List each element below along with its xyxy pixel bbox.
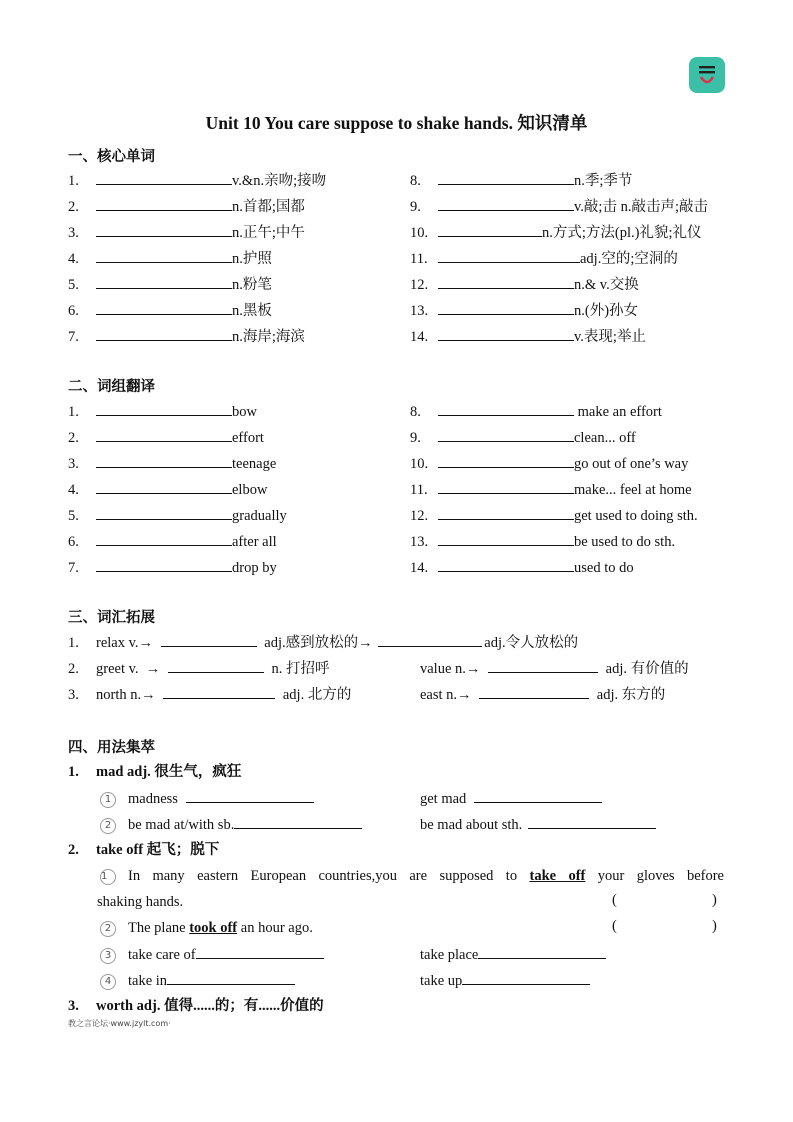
answer-paren-close: ) xyxy=(712,918,717,934)
item-hint: effort xyxy=(232,430,264,446)
answer-blank[interactable] xyxy=(438,326,574,341)
item-hint: go out of one’s way xyxy=(574,456,689,472)
answer-blank[interactable] xyxy=(438,196,574,211)
item-hint: v.&n.亲吻;接吻 xyxy=(232,173,327,189)
list-item xyxy=(68,479,267,499)
answer-blank[interactable] xyxy=(378,632,482,647)
item-hint: v.敲;击 n.敲击声;敲击 xyxy=(574,199,708,215)
answer-blank[interactable] xyxy=(96,248,232,263)
item-hint: n.季;季节 xyxy=(574,173,633,189)
list-item xyxy=(410,531,675,551)
answer-blank[interactable] xyxy=(96,326,232,341)
item-hint: be used to do sth. xyxy=(574,534,676,550)
item-number: 5. xyxy=(68,277,79,293)
answer-blank[interactable] xyxy=(478,944,606,959)
list-item xyxy=(410,505,698,525)
usage-item: take place xyxy=(420,944,606,964)
answer-blank[interactable] xyxy=(96,401,232,416)
section-heading-phrases: 二、词组翻译 xyxy=(68,379,155,395)
usage-item: 3 take care of xyxy=(100,944,324,964)
page-title: Unit 10 You care suppose to shake hands. 知识清单 xyxy=(205,113,588,133)
item-number: 11. xyxy=(410,482,428,498)
item-number: 13. xyxy=(410,534,429,550)
item-number: 1. xyxy=(68,173,79,189)
usage-item: 2 be mad at/with sb. xyxy=(100,814,362,834)
list-item xyxy=(410,274,639,294)
answer-blank[interactable] xyxy=(161,632,257,647)
item-hint: n.粉笔 xyxy=(232,277,272,293)
item-number: 8. xyxy=(410,404,421,420)
item-hint: gradually xyxy=(232,508,287,524)
item-number: 5. xyxy=(68,508,79,524)
logo-icon xyxy=(689,57,725,93)
list-item xyxy=(68,531,277,551)
usage-head-3: 3. worth adj. 值得......的；有......价值的 xyxy=(68,998,324,1014)
item-number: 6. xyxy=(68,534,79,550)
list-item xyxy=(68,170,326,190)
answer-blank[interactable] xyxy=(96,557,232,572)
list-item xyxy=(410,453,688,473)
answer-blank[interactable] xyxy=(438,427,574,442)
list-item xyxy=(410,300,638,320)
item-hint: used to do xyxy=(574,560,634,576)
list-item xyxy=(68,326,305,346)
answer-blank[interactable] xyxy=(438,479,574,494)
answer-blank[interactable] xyxy=(96,170,232,185)
usage-item: take up xyxy=(420,970,590,990)
item-number: 11. xyxy=(410,251,428,267)
item-hint: teenage xyxy=(232,456,277,472)
answer-blank[interactable] xyxy=(462,970,590,985)
list-item xyxy=(410,248,678,268)
item-hint: make an effort xyxy=(574,404,662,420)
item-hint: n.(外)孙女 xyxy=(574,303,639,319)
item-hint: n.首都;国都 xyxy=(232,199,305,215)
answer-blank[interactable] xyxy=(234,814,362,829)
list-item xyxy=(410,326,646,346)
footer-source: 教之言论坛·www.jzylt.com· xyxy=(68,1019,171,1028)
item-hint: n.& v.交换 xyxy=(574,277,639,293)
answer-blank[interactable] xyxy=(438,401,574,416)
answer-blank[interactable] xyxy=(168,658,264,673)
answer-blank[interactable] xyxy=(438,248,580,263)
item-number: 13. xyxy=(410,303,429,319)
item-number: 12. xyxy=(410,277,429,293)
item-number: 7. xyxy=(68,560,79,576)
expand-row-3: 3. north n.→ adj. 北方的 xyxy=(68,684,351,704)
item-number: 4. xyxy=(68,251,79,267)
section-heading-expansion: 三、词汇拓展 xyxy=(68,610,155,626)
list-item xyxy=(410,222,702,242)
list-item xyxy=(68,274,272,294)
answer-blank[interactable] xyxy=(479,684,589,699)
item-number: 4. xyxy=(68,482,79,498)
item-number: 1. xyxy=(68,404,79,420)
answer-blank[interactable] xyxy=(438,557,574,572)
answer-blank[interactable] xyxy=(438,300,574,315)
answer-blank[interactable] xyxy=(96,505,232,520)
item-hint: clean... off xyxy=(574,430,636,446)
answer-blank[interactable] xyxy=(438,505,574,520)
answer-blank[interactable] xyxy=(96,531,232,546)
usage-item: 1 madness xyxy=(100,788,314,808)
answer-blank[interactable] xyxy=(186,788,314,803)
list-item xyxy=(68,401,257,421)
answer-blank[interactable] xyxy=(438,274,574,289)
answer-blank[interactable] xyxy=(96,222,232,237)
item-number: 2. xyxy=(68,199,79,215)
answer-blank[interactable] xyxy=(167,970,295,985)
list-item xyxy=(410,479,692,499)
usage-item: get mad xyxy=(420,788,602,808)
item-number: 3. xyxy=(68,225,79,241)
item-hint: n.正午;中午 xyxy=(232,225,305,241)
expand-row-3-right: east n.→ adj. 东方的 xyxy=(420,684,665,704)
list-item xyxy=(68,300,272,320)
answer-paren-close: ) xyxy=(712,892,717,908)
usage-sentence-1-cont: shaking hands. xyxy=(97,894,184,910)
list-item xyxy=(68,505,287,525)
answer-blank[interactable] xyxy=(163,684,275,699)
answer-blank[interactable] xyxy=(438,453,574,468)
usage-head-2: 2. take off 起飞；脱下 xyxy=(68,842,220,858)
item-number: 9. xyxy=(410,430,421,446)
item-hint: drop by xyxy=(232,560,277,576)
list-item xyxy=(68,222,305,242)
answer-blank[interactable] xyxy=(96,274,232,289)
list-item xyxy=(68,248,272,268)
usage-item: 4 take in xyxy=(100,970,295,990)
list-item xyxy=(410,170,632,190)
item-hint: bow xyxy=(232,404,257,420)
answer-paren-open: ( xyxy=(612,918,617,934)
answer-blank[interactable] xyxy=(528,814,656,829)
answer-paren-open: ( xyxy=(612,892,617,908)
section-heading-core-words: 一、核心单词 xyxy=(68,149,155,165)
item-hint: v.表现;举止 xyxy=(574,329,646,345)
answer-blank[interactable] xyxy=(488,658,598,673)
list-item xyxy=(68,557,277,577)
answer-blank[interactable] xyxy=(96,427,232,442)
item-hint: make... feel at home xyxy=(574,482,692,498)
answer-blank[interactable] xyxy=(438,170,574,185)
item-number: 3. xyxy=(68,456,79,472)
section-heading-usage: 四、用法集萃 xyxy=(68,740,155,756)
list-item xyxy=(68,196,305,216)
answer-blank[interactable] xyxy=(96,300,232,315)
item-hint: n.方式;方法(pl.)礼貌;礼仪 xyxy=(542,225,702,241)
usage-sentence-1: 1 In many eastern European countries,you are supposed to take off your gloves before xyxy=(101,868,724,884)
list-item xyxy=(410,557,634,577)
list-item xyxy=(410,427,636,447)
answer-blank[interactable] xyxy=(96,453,232,468)
item-hint: after all xyxy=(232,534,277,550)
item-number: 12. xyxy=(410,508,429,524)
item-number: 2. xyxy=(68,430,79,446)
usage-item: be mad about sth. xyxy=(420,814,656,834)
item-number: 6. xyxy=(68,303,79,319)
answer-blank[interactable] xyxy=(96,479,232,494)
item-hint: n.海岸;海滨 xyxy=(232,329,305,345)
list-item xyxy=(410,196,708,216)
usage-head-1: 1. mad adj. 很生气，疯狂 xyxy=(68,764,242,780)
item-hint: n.黑板 xyxy=(232,303,272,319)
item-hint: adj.空的;空洞的 xyxy=(580,251,678,267)
answer-blank[interactable] xyxy=(474,788,602,803)
item-number: 8. xyxy=(410,173,421,189)
item-hint: get used to doing sth. xyxy=(574,508,698,524)
answer-blank[interactable] xyxy=(438,531,574,546)
item-number: 10. xyxy=(410,456,429,472)
item-number: 14. xyxy=(410,329,429,345)
expand-row-1: 1. relax v.→ adj.感到放松的→ adj.令人放松的 xyxy=(68,632,578,652)
usage-sentence-2: 2 The plane took off an hour ago. xyxy=(100,918,313,938)
answer-blank[interactable] xyxy=(196,944,324,959)
expand-row-2: 2. greet v. → n. 打招呼 xyxy=(68,658,330,678)
item-number: 10. xyxy=(410,225,429,241)
list-item xyxy=(410,401,662,421)
list-item xyxy=(68,453,276,473)
item-number: 7. xyxy=(68,329,79,345)
list-item xyxy=(68,427,264,447)
expand-row-2-right: value n.→ adj. 有价值的 xyxy=(420,658,689,678)
item-number: 14. xyxy=(410,560,429,576)
answer-blank[interactable] xyxy=(96,196,232,211)
item-hint: n.护照 xyxy=(232,251,272,267)
item-hint: elbow xyxy=(232,482,268,498)
item-number: 9. xyxy=(410,199,421,215)
answer-blank[interactable] xyxy=(438,222,542,237)
